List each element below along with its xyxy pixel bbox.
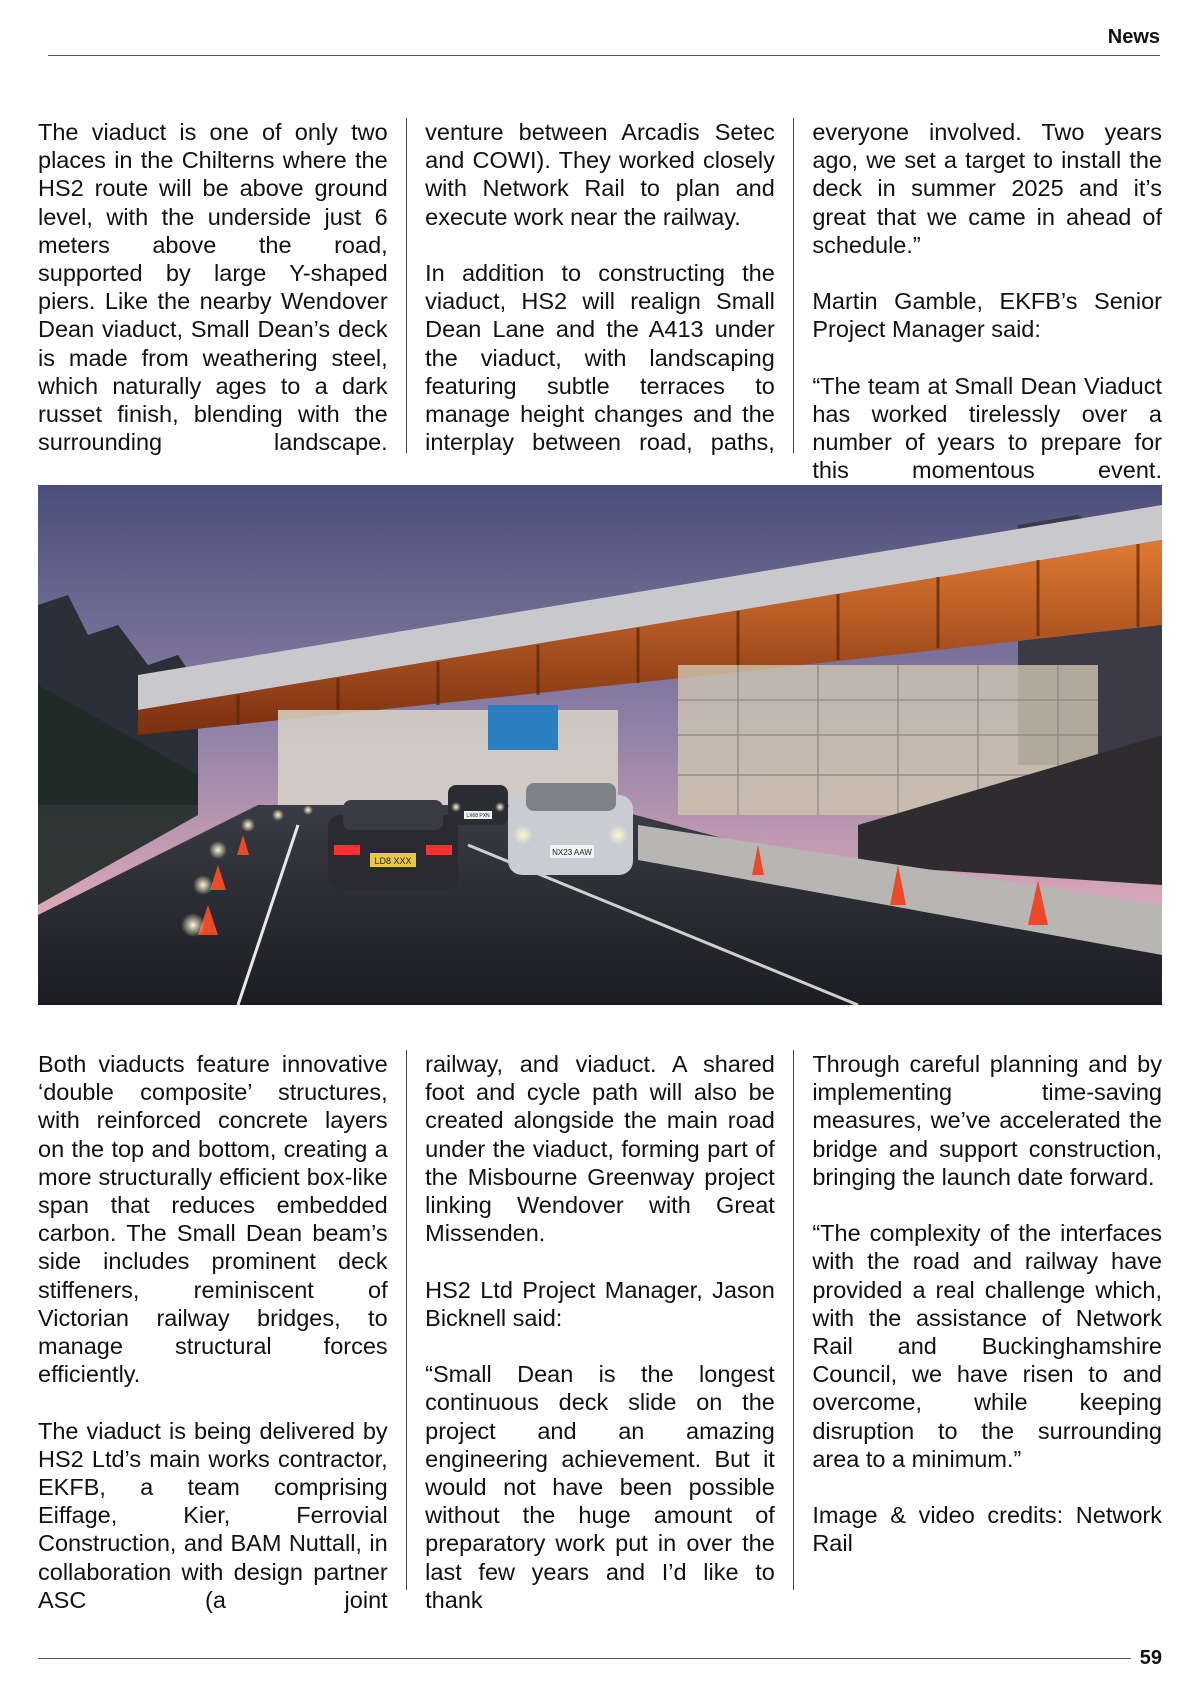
column-divider bbox=[406, 118, 407, 453]
plate-dark: LD8 XXX bbox=[374, 856, 412, 866]
top-column-1 bbox=[38, 118, 388, 458]
paragraph: Both viaducts feature innovative ‘double composite’ structures, with reinforced concrete layers on the top and bottom, creating a more structurally efficient box-like span that reduces embedded carbon. The Small Dean beam’s side includes prominent deck stiffeners, reminiscent of Victorian railway bridges, to manage structural forces efficiently. bbox=[38, 1051, 388, 1388]
viaduct-photo bbox=[38, 485, 1162, 1005]
paragraph: railway, and viaduct. A shared foot and cycle path will also be created alongside the main road under the viaduct, forming part of the Misbourne Greenway project linking Wendover with Great Missenden. bbox=[425, 1051, 775, 1247]
paragraph: “Small Dean is the longest continuous deck slide on the project and an amazing engineering achievement. But it would not have been possible without the huge amount of preparatory work put in over the last few years and I’d like to thank bbox=[425, 1361, 775, 1613]
paragraph: The viaduct is one of only two places in the Chilterns where the HS2 route will be above ground level, with the underside just 6 meters above the road, supported by large Y-shaped piers. Like the nearby Wendover Dean viaduct, Small Dean’s deck is made from weathering steel, which naturally ages to a dark russet finish, blending with the surrounding landscape. bbox=[38, 119, 388, 456]
header-rule bbox=[48, 55, 1160, 56]
column-divider bbox=[406, 1050, 407, 1590]
top-column-2 bbox=[425, 118, 775, 458]
paragraph: HS2 Ltd Project Manager, Jason Bicknell said: bbox=[425, 1276, 775, 1331]
bottom-column-1 bbox=[38, 1050, 388, 1613]
paragraph: Through careful planning and by implementing time-saving measures, we’ve accelerated the bridge and support construction, bringing the launch date forward. bbox=[812, 1051, 1162, 1190]
paragraph: everyone involved. Two years ago, we set a target to install the deck in summer 2025 and it’s great that we came in ahead of schedule.” bbox=[812, 119, 1162, 258]
car-far bbox=[448, 785, 508, 825]
bottom-columns bbox=[38, 1050, 1162, 1613]
bottom-column-3 bbox=[812, 1050, 1162, 1590]
column-divider bbox=[793, 1050, 794, 1590]
paragraph: “The complexity of the interfaces with the road and railway have provided a real challenge which, with the assistance of Network Rail and Buckinghamshire Council, we have risen to and overcome, while keeping disruption to the surrounding area to a minimum.” bbox=[812, 1220, 1162, 1472]
plate-far: LX68 PXN bbox=[466, 813, 490, 819]
car-dark bbox=[328, 800, 458, 890]
paragraph: venture between Arcadis Setec and COWI). They worked closely with Network Rail to plan and execute work near the railway. bbox=[425, 119, 775, 230]
plate-white: NX23 AAW bbox=[552, 848, 592, 857]
paragraph: “The team at Small Dean Viaduct has worked tirelessly over a number of years to prepare for this momentous event. bbox=[812, 372, 1162, 484]
paragraph: Martin Gamble, EKFB’s Senior Project Manager said: bbox=[812, 288, 1162, 343]
top-column-3 bbox=[812, 118, 1162, 484]
viaduct-illustration bbox=[38, 485, 1162, 1005]
page-number: 59 bbox=[1139, 1647, 1162, 1669]
car-white bbox=[508, 783, 633, 875]
bottom-column-2 bbox=[425, 1050, 775, 1613]
paragraph: Image & video credits: Network Rail bbox=[812, 1502, 1162, 1557]
blue-tarp bbox=[488, 705, 558, 750]
footer-rule bbox=[38, 1658, 1131, 1659]
paragraph: The viaduct is being delivered by HS2 Ltd’s main works contractor, EKFB, a team comprising Eiffage, Kier, Ferrovial Construction, and BAM Nuttall, in collaboration with design partner ASC (a joint bbox=[38, 1417, 388, 1613]
top-columns bbox=[38, 118, 1162, 484]
paragraph: In addition to constructing the viaduct, HS2 will realign Small Dean Lane and the A413 under the viaduct, with landscaping featuring subtle terraces to manage height changes and the interplay between road, paths, bbox=[425, 260, 775, 456]
column-divider bbox=[793, 118, 794, 453]
section-label: News bbox=[1107, 26, 1160, 48]
